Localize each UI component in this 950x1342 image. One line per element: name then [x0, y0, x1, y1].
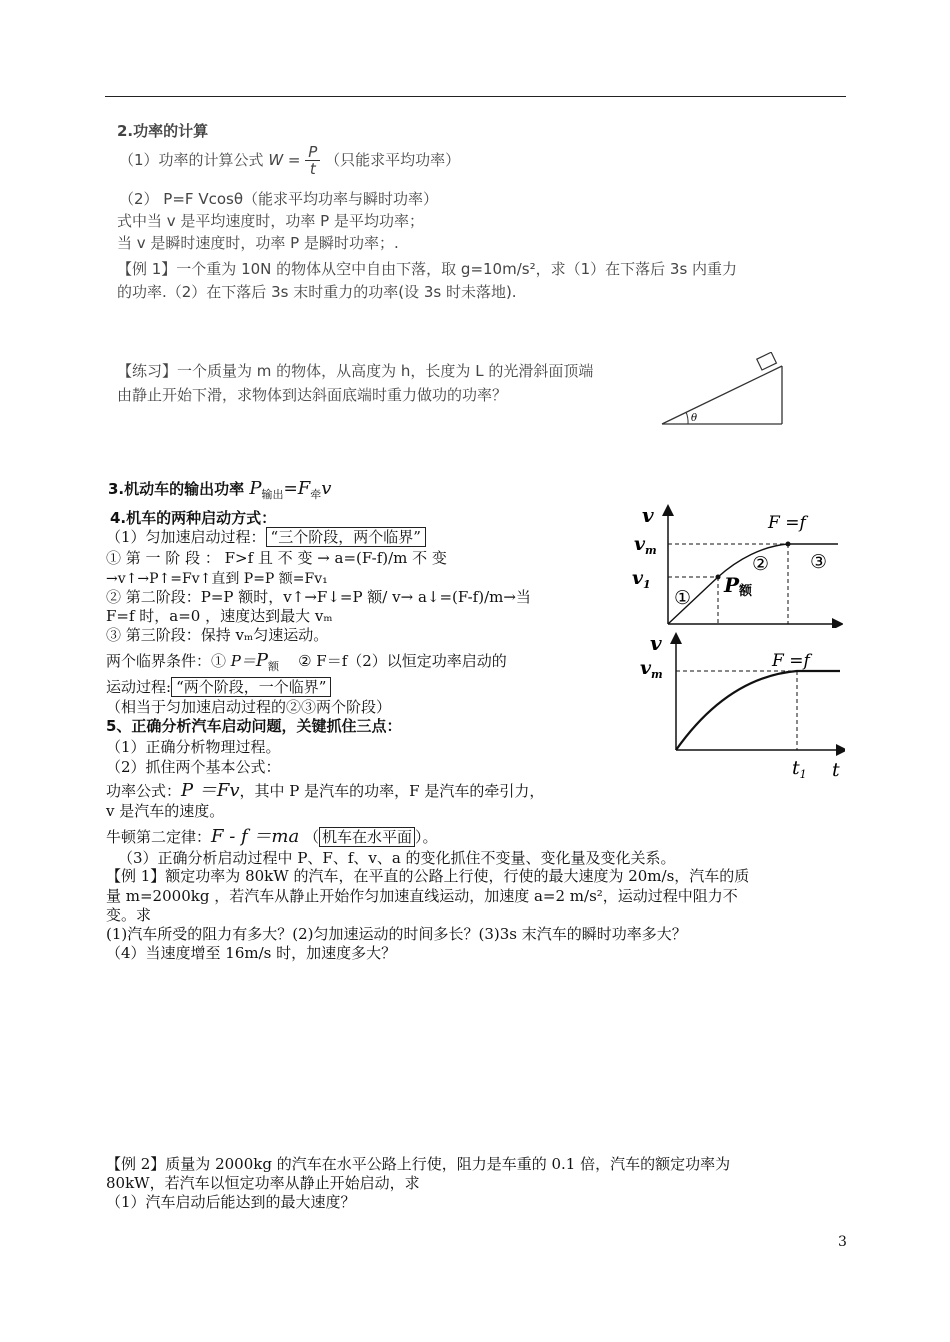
power-formula: P ＝Fv	[181, 780, 240, 801]
incline-diagram	[658, 352, 788, 430]
ex2-line3: （1）汽车启动后能达到的最大速度？	[106, 1193, 356, 1211]
section3-eq: =	[283, 479, 298, 499]
critical-P2: P	[255, 650, 268, 671]
section2-title: 2.功率的计算	[117, 122, 209, 140]
newton-box: 机车在水平面	[319, 827, 415, 847]
formula1-denominator: t	[309, 160, 316, 178]
stage3-line: ③ 第三阶段：保持 vₘ匀速运动。	[106, 626, 329, 644]
graph1-circle1: ①	[674, 587, 692, 609]
graph1-circle3: ③	[810, 551, 828, 573]
stage2-line1: ② 第二阶段：P=P 额时，v↑→F↓=P 额/ v→ a↓=(F-f)/m→当	[106, 588, 531, 606]
section3-F-sub: 牵	[310, 488, 322, 501]
graph1-v-label: v	[642, 504, 654, 527]
section5-point3: （3）正确分析启动过程中 P、F、f、v、a 的变化抓住不变量、变化量及变化关系。	[118, 849, 676, 867]
graph1-Pe-label: P额	[724, 573, 753, 599]
section4-title: 4.机车的两种启动方式：	[110, 509, 277, 527]
critical-prefix: 两个临界条件：①	[106, 652, 231, 670]
graph2-v-label: v	[650, 632, 662, 655]
practice-line2: 由静止开始下滑，求物体到达斜面底端时重力做功的功率？	[117, 386, 508, 404]
item1-prefix: （1）匀加速启动过程：	[106, 528, 266, 546]
section5-point1: （1）正确分析物理过程。	[106, 738, 281, 756]
newton-prefix: 牛顿第二定律：	[106, 828, 212, 846]
item1-line	[106, 526, 426, 547]
equivalent-note: （相当于匀加速启动过程的②③两个阶段）	[106, 698, 392, 716]
motion-prefix: 运动过程:	[106, 678, 172, 696]
graph-uniform-acceleration-start	[628, 504, 843, 628]
formula2-line: （2） P=F Vcosθ（能求平均功率与瞬时功率）	[119, 190, 439, 208]
example1-line1: 【例 1】一个重为 10N 的物体从空中自由下落，取 g=10m/s²，求（1）在下落后 3s 内重力	[117, 260, 738, 278]
section3-title	[108, 478, 331, 502]
newton-law-line: 牛顿第二定律：F - f ＝ma （ 机车在水平面 ）。	[106, 826, 438, 847]
formula1-lhs: W =	[268, 151, 306, 169]
section3-prefix: 3.机动车的输出功率	[108, 480, 250, 498]
section3-P: P	[249, 478, 262, 499]
graph1-v1-label: $v_1$	[632, 567, 651, 591]
header-rule	[105, 96, 846, 97]
section5-point2: （2）抓住两个基本公式：	[106, 758, 281, 776]
formula1-line	[119, 144, 460, 177]
motion-process-line	[106, 676, 331, 697]
section3-v: v	[321, 478, 332, 499]
ex1-line1: 【例 1】额定功率为 80kW 的汽车，在平直的公路上行使，行使的最大速度为 20m/s，汽车的质	[106, 867, 750, 885]
critical-P: P＝	[230, 652, 256, 670]
newton-suffix: ）。	[415, 828, 438, 846]
ex1-line4: (1)汽车所受的阻力有多大？(2)匀加速运动的时间多长？(3)3s 末汽车的瞬时功率多大？	[106, 925, 687, 943]
power-suffix: ，其中 P 是汽车的功率，F 是汽车的牵引力，	[239, 782, 545, 800]
section3-F: F	[297, 478, 311, 499]
ex1-line2: 量 m=2000kg ，若汽车从静止开始作匀加速直线运动，加速度 a=2 m/s²，运动过程中阻力不	[106, 887, 738, 905]
formula1-fraction	[305, 144, 320, 177]
section5-title: 5、正确分析汽车启动问题，关键抓住三点：	[106, 717, 402, 735]
formula1-prefix: （1）功率的计算公式	[119, 151, 264, 169]
item1-box: “三个阶段，两个临界”	[266, 527, 426, 547]
page-number: 3	[838, 1234, 847, 1250]
formula1-suffix: （只能求平均功率）	[325, 151, 461, 169]
graph1-Ff-label: F =f	[768, 513, 806, 533]
graph1-vm-label: $v_m$	[634, 533, 657, 557]
graph2-vm-label: $v_m$	[640, 657, 663, 681]
critical-P2-sub: 额	[268, 660, 279, 673]
instantaneous-avg-line: 式中当 v 是平均速度时，功率 P 是平均功率；	[117, 212, 424, 230]
power-prefix: 功率公式：	[106, 782, 182, 800]
power-formula-line	[106, 776, 544, 802]
newton-formula: F - f ＝ma	[211, 826, 300, 847]
ex1-line3: 变。求	[106, 906, 152, 924]
stage1-line1: ① 第 一 阶 段 ： F>f 且 不 变 → a=(F-f)/m 不 变	[106, 549, 447, 567]
formula1-numerator: P	[305, 144, 320, 161]
critical-mid: ② F＝f（2）以恒定功率启动的	[298, 652, 507, 670]
graph2-t1-label: $t_1$	[792, 757, 807, 781]
incline-angle-label: θ	[691, 413, 698, 424]
graph2-t-label: t	[832, 759, 840, 781]
example1-line2: 的功率.（2）在下落后 3s 末时重力的功率(设 3s 时未落地).	[117, 283, 517, 301]
section3-P-sub: 输出	[261, 488, 284, 501]
graph2-curve	[676, 671, 840, 750]
graph-constant-power-start	[630, 632, 845, 782]
stage1-line2: →v↑→P↑=Fv↑直到 P=P 额=Fv₁	[106, 571, 328, 587]
graph2-Ff-label: F =f	[772, 651, 810, 671]
ex1-line5: （4）当速度增至 16m/s 时，加速度多大？	[106, 944, 397, 962]
graph1-circle2: ②	[752, 553, 770, 575]
instantaneous-line: 当 v 是瞬时速度时，功率 P 是瞬时功率；.	[117, 234, 399, 252]
practice-line1: 【练习】一个质量为 m 的物体，从高度为 h，长度为 L 的光滑斜面顶端	[117, 362, 594, 380]
critical-conditions-line	[106, 650, 507, 674]
ex2-line2: 80kW，若汽车以恒定功率从静止开始启动，求	[106, 1174, 420, 1192]
stage2-line2: F=f 时，a=0 ，速度达到最大 vₘ	[106, 607, 333, 625]
motion-box: “两个阶段，一个临界”	[171, 677, 331, 697]
ex2-line1: 【例 2】质量为 2000kg 的汽车在水平公路上行使，阻力是车重的 0.1 倍，汽车的额定功率为	[106, 1155, 731, 1173]
power-formula-line2: v 是汽车的速度。	[106, 802, 225, 820]
